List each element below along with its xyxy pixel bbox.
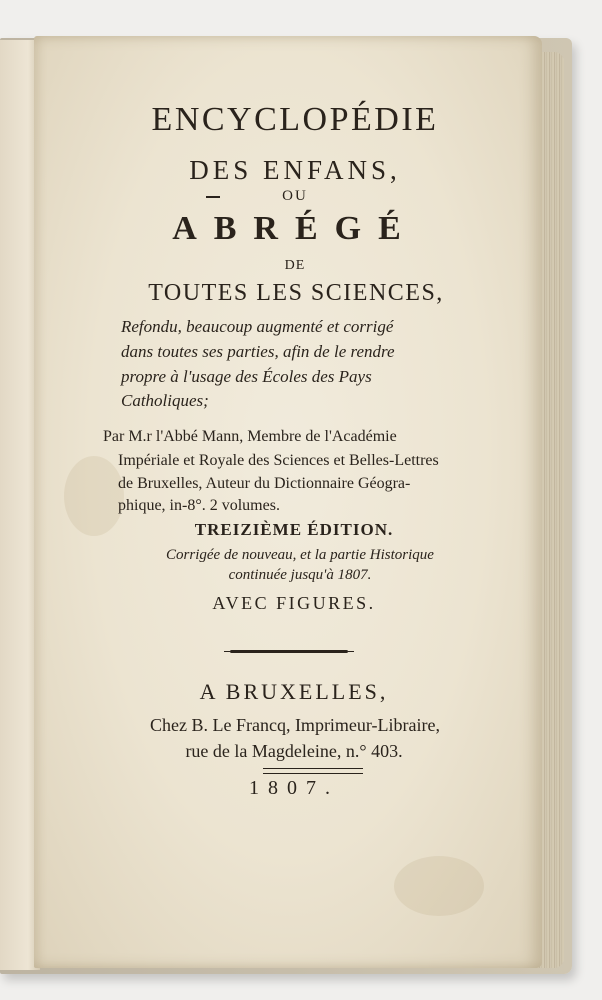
imprint-city: A BRUXELLES,: [199, 679, 389, 704]
description-line: Catholiques;: [121, 391, 209, 410]
figures-note: AVEC FIGURES.: [212, 593, 376, 613]
title-line-1: ENCYCLOPÉDIE: [151, 101, 439, 138]
author-line: Par M.r l'Abbé Mann, Membre de l'Académie: [103, 428, 397, 445]
ornamental-rule: [230, 650, 348, 653]
imprint-address: rue de la Magdeleine, n.° 403.: [185, 741, 403, 761]
author-line: de Bruxelles, Auteur du Dictionnaire Géogra-: [118, 475, 411, 492]
title-toutes-les-sciences: TOUTES LES SCIENCES,: [148, 280, 444, 306]
paper-stain: [394, 856, 484, 916]
title-abrege: ABRÉGÉ: [172, 210, 418, 247]
title-line-2: DES ENFANS,: [189, 155, 401, 185]
description-line: dans toutes ses parties, afin de le rendre: [121, 342, 395, 361]
double-rule: [263, 768, 363, 774]
preposition-de: DE: [284, 258, 306, 273]
correction-note-line: Corrigée de nouveau, et la partie Historique: [166, 547, 434, 563]
imprint-year: 1807.: [249, 777, 339, 799]
edition-heading: TREIZIÈME ÉDITION.: [194, 520, 394, 539]
description-line: propre à l'usage des Écoles des Pays: [121, 367, 372, 386]
imprint-printer: Chez B. Le Francq, Imprimeur-Libraire,: [149, 715, 441, 735]
conjunction-ou: OU: [282, 188, 308, 204]
author-line: Impériale et Royale des Sciences et Belles-Lettres: [118, 452, 439, 469]
author-line: phique, in-8°. 2 volumes.: [118, 497, 280, 514]
description-line: Refondu, beaucoup augmenté et corrigé: [121, 317, 394, 336]
correction-note-line: continuée jusqu'à 1807.: [228, 567, 372, 583]
